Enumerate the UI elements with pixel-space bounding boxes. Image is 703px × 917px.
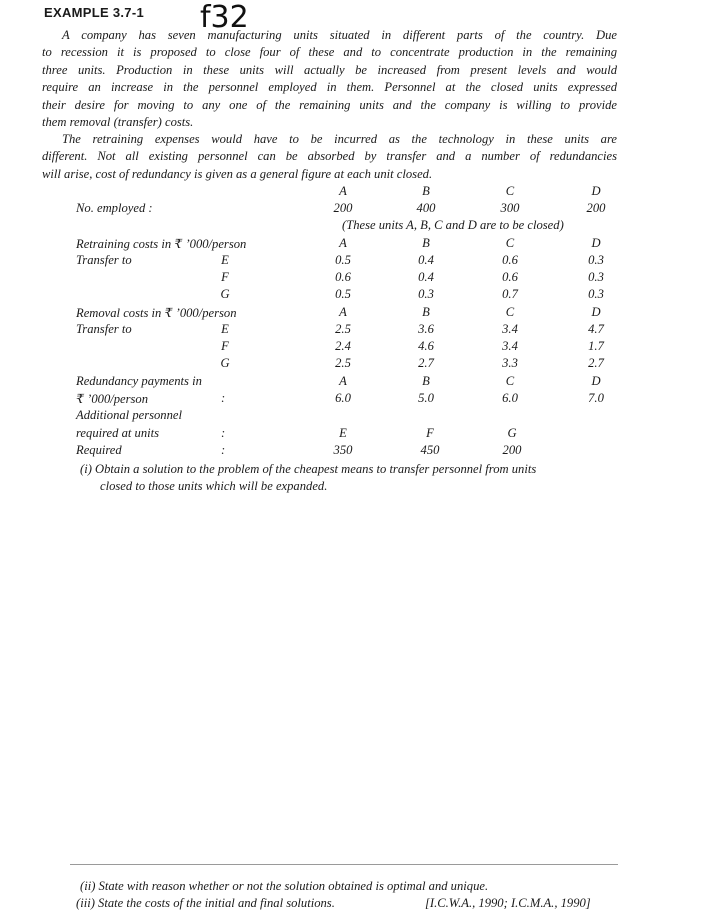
- unit-header: B: [422, 236, 430, 250]
- table-cell: 3.4: [502, 322, 518, 336]
- table-row: [0, 322, 703, 339]
- redundancy-header-row: [0, 374, 703, 391]
- unit-header: C: [505, 236, 515, 250]
- question-3: (iii) State the costs of the initial and final solutions.: [76, 896, 335, 910]
- table-cell: 2.7: [588, 356, 604, 370]
- question-1-line-1: (i) Obtain a solution to the problem of the cheapest means to transfer personnel from units: [80, 462, 537, 476]
- employed-label: No. employed :: [76, 201, 153, 215]
- table-row: [0, 287, 703, 304]
- colon: :: [221, 443, 226, 457]
- unit-header: C: [505, 305, 515, 319]
- retraining-label: Retraining costs in ₹ ’000/person: [76, 237, 247, 251]
- unit-header: D: [591, 236, 601, 250]
- question-1-line-2: closed to those units which will be expanded.: [100, 479, 328, 493]
- paragraph-line: will arise, cost of redundancy is given as a general figure at each unit closed.: [42, 166, 433, 181]
- table-cell: 1.7: [588, 339, 604, 353]
- paragraph-line: to recession it is proposed to close four of these and to concentrate production in the remaining: [42, 45, 617, 60]
- table-cell: 7.0: [588, 391, 604, 405]
- table-cell: 5.0: [418, 391, 434, 405]
- unit-header-row: [0, 184, 703, 201]
- retraining-header-row: [0, 236, 703, 253]
- transfer-label: Transfer to: [76, 253, 132, 267]
- table-cell: 0.6: [502, 270, 518, 284]
- additional-label: Additional personnel: [76, 408, 182, 422]
- table-cell: 2.5: [335, 322, 351, 336]
- table-cell: 200: [333, 201, 353, 215]
- question-2: (ii) State with reason whether or not the solution obtained is optimal and unique.: [80, 879, 489, 893]
- paragraph-line: The retraining expenses would have to be incurred as the technology in these units are: [62, 132, 617, 146]
- table-cell: 450: [420, 443, 440, 457]
- unit-c-header: C: [505, 184, 515, 198]
- unit-header: C: [505, 374, 515, 388]
- paragraph-line: three units. Production in these units will actually be increased from present levels and would: [42, 62, 617, 77]
- destination-unit: E: [221, 253, 229, 267]
- table-cell: 400: [416, 201, 436, 215]
- paragraph-line: different. Not all existing personnel can be absorbed by transfer and a number of redundancies: [42, 149, 617, 164]
- unit-header: F: [426, 426, 434, 440]
- table-cell: 200: [502, 443, 522, 457]
- redundancy-label: Redundancy payments in: [76, 374, 202, 388]
- example-heading: EXAMPLE 3.7-1: [44, 5, 144, 20]
- required-label: Required: [76, 443, 122, 457]
- table-cell: 0.7: [502, 287, 518, 301]
- unit-header: A: [339, 236, 347, 250]
- unit-header: D: [591, 305, 601, 319]
- divider: [70, 864, 618, 865]
- table-row: [0, 339, 703, 356]
- closed-note: (These units A, B, C and D are to be closed): [342, 218, 564, 232]
- table-row: [0, 408, 703, 425]
- source-citation: [I.C.W.A., 1990; I.C.M.A., 1990]: [425, 896, 591, 910]
- table-cell: 4.7: [588, 322, 604, 336]
- destination-unit: G: [220, 287, 230, 301]
- removal-label: Removal costs in ₹ ’000/person: [76, 306, 237, 320]
- transfer-label: Transfer to: [76, 322, 132, 336]
- table-cell: 300: [500, 201, 520, 215]
- table-cell: 0.3: [418, 287, 434, 301]
- destination-unit: E: [221, 322, 229, 336]
- unit-header: B: [422, 374, 430, 388]
- table-cell: 3.6: [418, 322, 434, 336]
- colon: :: [221, 391, 226, 405]
- colon: :: [221, 426, 226, 440]
- paragraph-line: A company has seven manufacturing units situated in different parts of the country. Due: [62, 28, 617, 42]
- table-cell: 2.7: [418, 356, 434, 370]
- employed-row: [0, 201, 703, 218]
- table-cell: 3.3: [502, 356, 518, 370]
- table-row: [0, 426, 703, 443]
- unit-d-header: D: [591, 184, 601, 198]
- unit-header: B: [422, 305, 430, 319]
- table-cell: 0.6: [335, 270, 351, 284]
- table-row: [0, 253, 703, 270]
- table-cell: 0.3: [588, 253, 604, 267]
- table-cell: 350: [333, 443, 353, 457]
- table-cell: 6.0: [502, 391, 518, 405]
- required-at-label: required at units: [76, 426, 160, 440]
- table-cell: 0.3: [588, 270, 604, 284]
- destination-unit: F: [221, 339, 229, 353]
- retraining-paragraph: [42, 131, 617, 183]
- redundancy-unit-label: ₹ ’000/person: [76, 392, 149, 406]
- table-cell: 3.4: [502, 339, 518, 353]
- destination-unit: F: [221, 270, 229, 284]
- table-row: [0, 443, 703, 460]
- table-cell: 6.0: [335, 391, 351, 405]
- table-row: [0, 270, 703, 287]
- unit-header: A: [339, 305, 347, 319]
- table-row: [0, 391, 703, 408]
- removal-header-row: [0, 305, 703, 322]
- table-cell: 200: [586, 201, 606, 215]
- table-cell: 4.6: [418, 339, 434, 353]
- unit-header: A: [339, 374, 347, 388]
- table-cell: 0.4: [418, 253, 434, 267]
- unit-header: D: [591, 374, 601, 388]
- unit-a-header: A: [339, 184, 347, 198]
- table-cell: 2.4: [335, 339, 351, 353]
- intro-paragraph: [42, 27, 617, 131]
- table-cell: 2.5: [335, 356, 351, 370]
- paragraph-line: them removal (transfer) costs.: [42, 115, 194, 130]
- table-cell: 0.3: [588, 287, 604, 301]
- unit-header: E: [339, 426, 347, 440]
- paragraph-line: their desire for moving to any one of the remaining units and the company is willing to provide: [42, 97, 617, 112]
- handwritten-note: f32: [200, 0, 249, 35]
- table-cell: 0.6: [502, 253, 518, 267]
- table-cell: 0.5: [335, 253, 351, 267]
- unit-header: G: [507, 426, 517, 440]
- table-row: [0, 356, 703, 373]
- table-cell: 0.4: [418, 270, 434, 284]
- destination-unit: G: [220, 356, 230, 370]
- table-cell: 0.5: [335, 287, 351, 301]
- closed-note-row: [0, 218, 703, 235]
- paragraph-line: require an increase in the personnel employed in them. Personnel at the closed units expressed: [42, 80, 617, 95]
- unit-b-header: B: [422, 184, 430, 198]
